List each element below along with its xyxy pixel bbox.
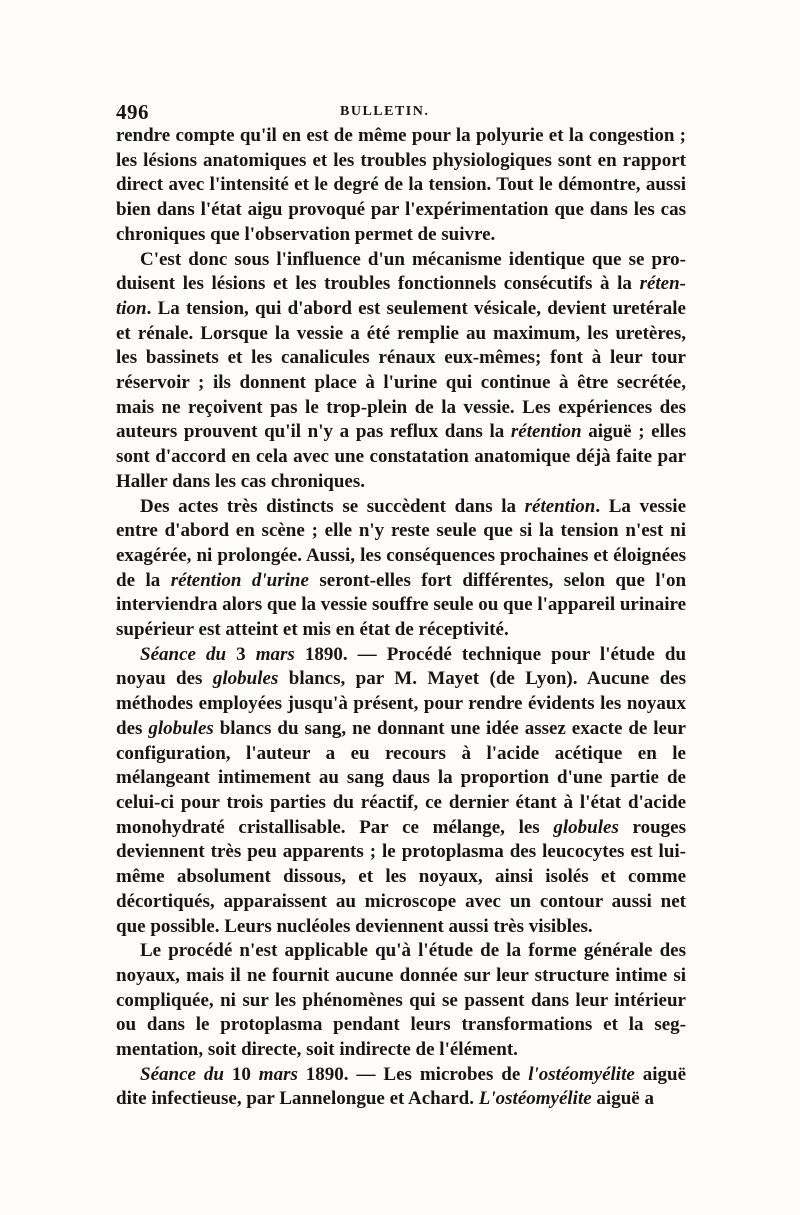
text-run: Des actes très distincts se succèdent dans la bbox=[140, 495, 525, 517]
paragraph bbox=[116, 1063, 686, 1112]
body-text bbox=[116, 124, 686, 1112]
page-number: 496 bbox=[116, 100, 149, 124]
italic-run: globules bbox=[553, 816, 619, 838]
italic-run: l'ostéomyélite bbox=[528, 1063, 635, 1085]
paragraph bbox=[116, 495, 686, 643]
paragraph bbox=[116, 939, 686, 1063]
italic-run: Séance du bbox=[140, 643, 227, 665]
text-run: seront-elles fort différentes, selon que l'on interviendra alors que la vessie souffre seule ou que l'appareil urinaire supérieur est atteint et mis en état de réceptivité. bbox=[116, 569, 687, 641]
text-run: aiguë a bbox=[591, 1088, 654, 1110]
running-head: BULLETIN. bbox=[340, 104, 430, 119]
text-run: . La vessie entre d'abord en scène ; elle n'y reste seule que si la tension n'est ni exagérée, ni prolongée. Aussi, les conséquences prochaines et éloignées de la bbox=[116, 495, 686, 591]
italic-run: L'ostéomyélite bbox=[478, 1088, 592, 1110]
text-run: aiguë dite infectieuse, par Lannelongue et Achard. bbox=[116, 1063, 687, 1110]
text-run: 3 bbox=[226, 643, 256, 665]
text-run: rouges deviennent très peu apparents ; le protoplasma des leucocytes est lui-même absolument dissous, et les noyaux, ainsi isolés et comme décortiqués, apparaissent au microscope avec un contour aussi net que possible. Leurs nucléoles deviennent aussi très visibles. bbox=[116, 816, 687, 937]
text-run: 10 bbox=[223, 1063, 259, 1085]
paragraph bbox=[116, 643, 686, 939]
text-run: aiguë ; elles sont d'accord en cela avec une constatation anatomique déjà faite par Haller dans les cas chroniques. bbox=[116, 421, 686, 492]
text-run: blancs du sang, ne donnant une idée assez exacte de leur configuration, l'auteur a eu recours à l'acide acétique en le mélangeant intimement au sang daus la proportion d'une partie de celui-ci pour trois parties du réactif, ce dernier étant à l'état d'acide monohydraté cristallisable. Par ce mélange, les bbox=[116, 717, 686, 838]
text-run: Le procédé n'est applicable qu'à l'étude de la forme générale des noyaux, mais il ne fournit aucune donnée sur leur structure intime si compliquée, ni sur les phénomènes qui se passent dans leur intérieur ou dans le protoplasma pendant leurs transformations et la segmentation, soit directe, soit indirecte de l'élément. bbox=[116, 940, 686, 1061]
text-run: C'est donc sous l'influence d'un mécanisme identique que se produisent les lésions et les troubles fonctionnels consécutifs à la bbox=[116, 248, 686, 295]
italic-run: rétention d'urine bbox=[170, 569, 309, 591]
italic-run: mars bbox=[255, 643, 295, 665]
italic-run: globules bbox=[148, 717, 214, 739]
italic-run: rétention bbox=[510, 421, 582, 443]
text-run: rendre compte qu'il en est de même pour la polyurie et la congestion ; les lésions anatomiques et les troubles physiologiques sont en rapport direct avec l'intensité et le degré de la tension. Tout le démontre, aussi bien dans l'état aigu provoqué par l'expérimentation que dans les cas chroniques que l'observation permet de suivre. bbox=[116, 125, 686, 245]
text-run: blancs, par M. Mayet (de Lyon). Aucune des méthodes employées jusqu'à présent, pour rendre évidents les noyaux des bbox=[116, 668, 686, 739]
italic-run: Séance du bbox=[140, 1063, 224, 1085]
italic-run: rétention bbox=[524, 495, 596, 517]
text-run: 1890. — Procédé technique pour l'étude du noyau des bbox=[116, 643, 687, 690]
paragraph bbox=[116, 124, 686, 248]
italic-run: mars bbox=[258, 1063, 298, 1085]
text-run: . La tension, qui d'abord est seulement vésicale, devient uretérale et rénale. Lorsque la vessie a été remplie au maximum, les uretères, les bassinets et les canalicules rénaux eux-mêmes; font à leur tour réservoir ; ils donnent place à l'urine qui continue à être secrétée, mais ne reçoivent pas le trop-plein de la vessie. Les expériences des auteurs prouvent qu'il n'y a pas reflux dans la bbox=[116, 297, 686, 443]
paragraph bbox=[116, 248, 686, 495]
italic-run: rétention bbox=[116, 273, 686, 319]
italic-run: globules bbox=[212, 668, 279, 690]
text-run: 1890. — Les microbes de bbox=[297, 1063, 529, 1085]
